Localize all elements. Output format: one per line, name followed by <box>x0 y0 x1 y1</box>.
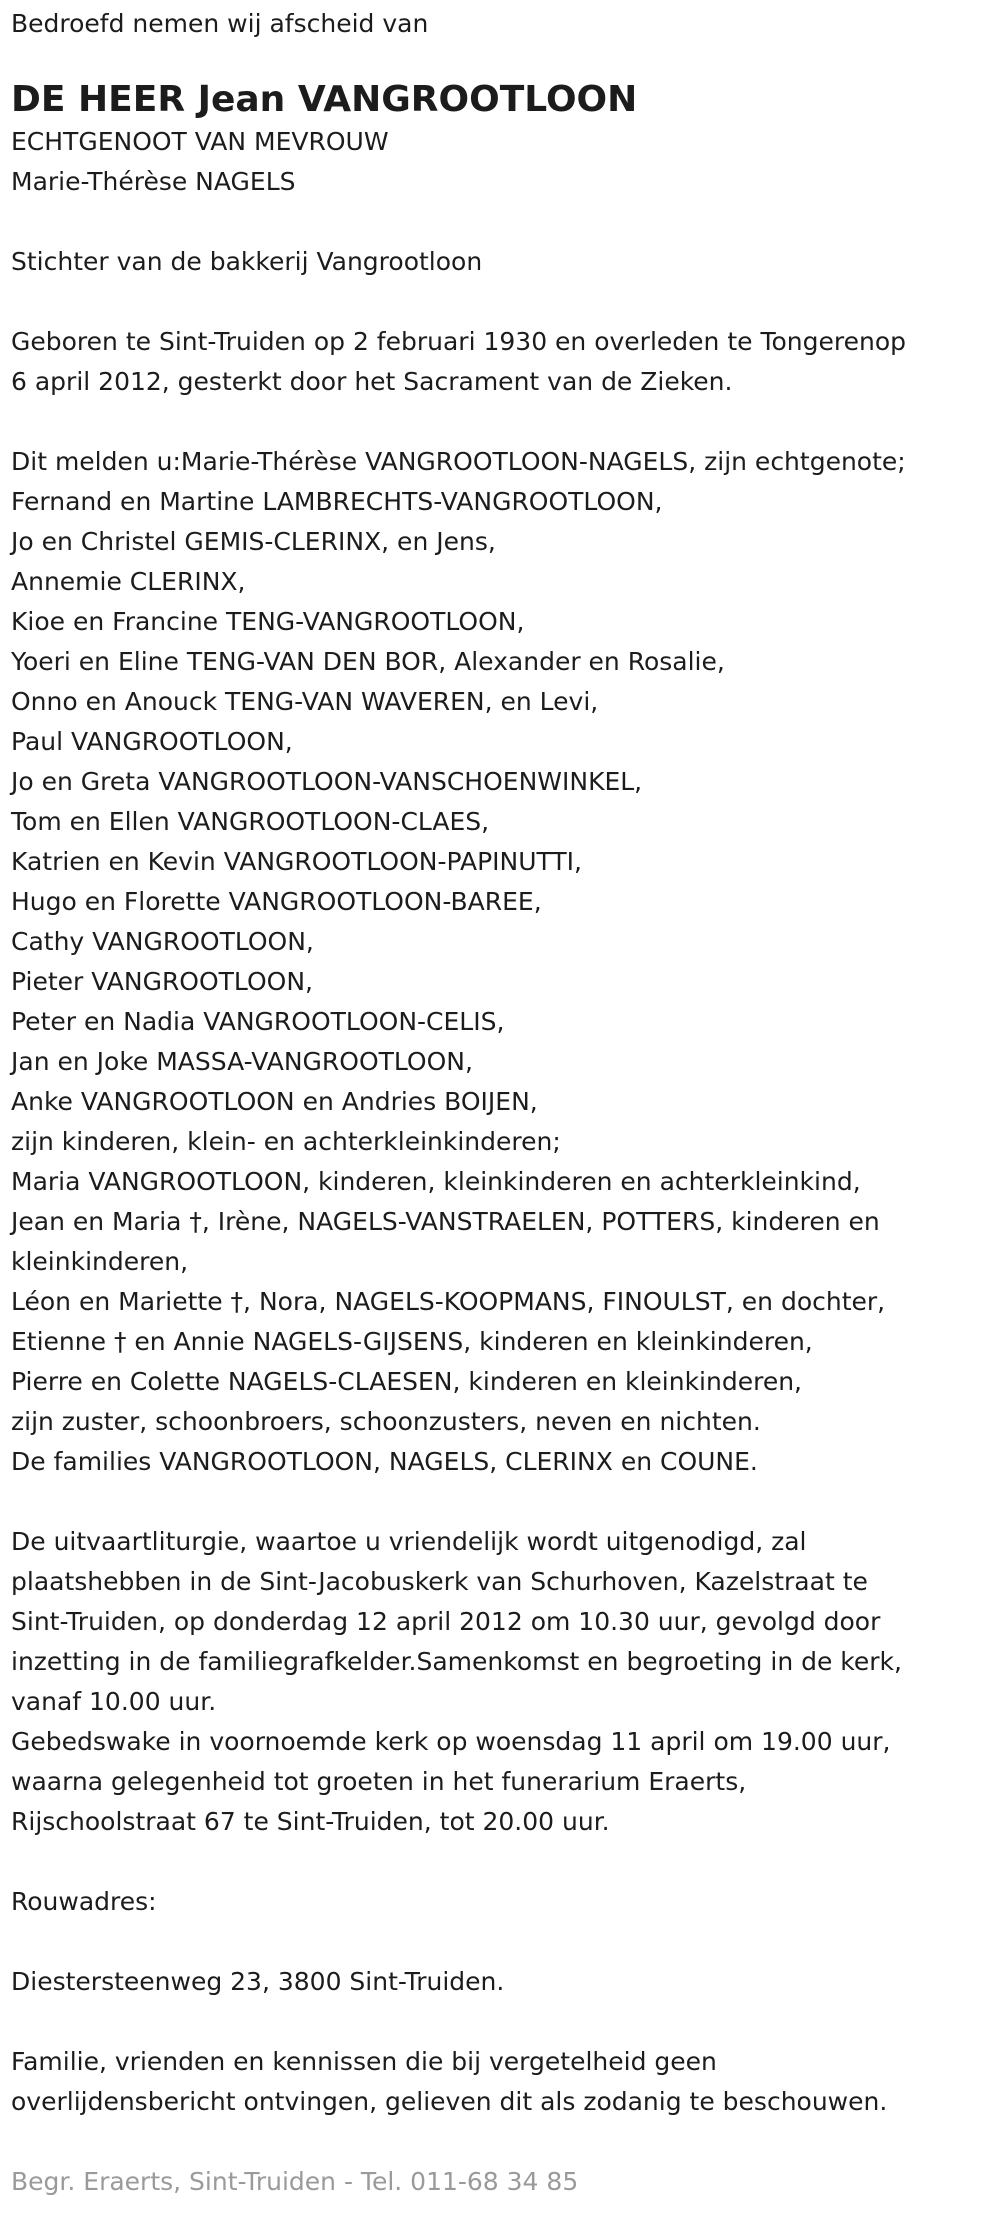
spacer <box>11 402 989 442</box>
mourning-address: Diestersteenweg 23, 3800 Sint-Truiden. <box>11 1967 505 1996</box>
funeral-line: vanaf 10.00 uur. <box>11 1687 217 1716</box>
deceased-name: DE HEER Jean VANGROOTLOON <box>11 79 638 120</box>
family-line: Tom en Ellen VANGROOTLOON-CLAES, <box>11 807 490 836</box>
family-line: Yoeri en Eline TENG-VAN DEN BOR, Alexander en Rosalie, <box>11 647 725 676</box>
funeral-line: waarna gelegenheid tot groeten in het funerarium Eraerts, <box>11 1767 747 1796</box>
funeral-line: plaatshebben in de Sint-Jacobuskerk van Schurhoven, Kazelstraat te <box>11 1567 868 1596</box>
family-line: Pieter VANGROOTLOON, <box>11 967 313 996</box>
family-line: Anke VANGROOTLOON en Andries BOIJEN, <box>11 1087 538 1116</box>
intro-text: Bedroefd nemen wij afscheid van <box>11 9 429 38</box>
family-line: Katrien en Kevin VANGROOTLOON-PAPINUTTI, <box>11 847 582 876</box>
family-line: Etienne † en Annie NAGELS-GIJSENS, kinderen en kleinkinderen, <box>11 1327 813 1356</box>
family-line: Maria VANGROOTLOON, kinderen, kleinkinderen en achterkleinkind, <box>11 1167 861 1196</box>
family-line: Paul VANGROOTLOON, <box>11 727 293 756</box>
birth-death-line-1: Geboren te Sint-Truiden op 2 februari 1930 en overleden te Tongerenop <box>11 327 906 356</box>
undertaker-footer: Begr. Eraerts, Sint-Truiden - Tel. 011-68 34 85 <box>11 2167 579 2196</box>
family-line: Kioe en Francine TENG-VANGROOTLOON, <box>11 607 525 636</box>
spacer <box>11 2002 989 2042</box>
family-line: Pierre en Colette NAGELS-CLAESEN, kinderen en kleinkinderen, <box>11 1367 803 1396</box>
spacer <box>11 282 989 322</box>
spacer <box>11 202 989 242</box>
spouse-line-1: ECHTGENOOT VAN MEVROUW <box>11 127 389 156</box>
closing-line-1: Familie, vrienden en kennissen die bij vergetelheid geen <box>11 2047 717 2076</box>
family-line: De families VANGROOTLOON, NAGELS, CLERINX en COUNE. <box>11 1447 758 1476</box>
family-line: Peter en Nadia VANGROOTLOON-CELIS, <box>11 1007 505 1036</box>
spacer <box>11 2122 989 2162</box>
funeral-line: De uitvaartliturgie, waartoe u vriendelijk wordt uitgenodigd, zal <box>11 1527 807 1556</box>
family-line: Onno en Anouck TENG-VAN WAVEREN, en Levi, <box>11 687 599 716</box>
family-line: Cathy VANGROOTLOON, <box>11 927 314 956</box>
family-line: Fernand en Martine LAMBRECHTS-VANGROOTLOON, <box>11 487 663 516</box>
funeral-line: Sint-Truiden, op donderdag 12 april 2012 om 10.30 uur, gevolgd door <box>11 1607 881 1636</box>
closing-line-2: overlijdensbericht ontvingen, gelieven dit als zodanig te beschouwen. <box>11 2087 888 2116</box>
spacer <box>11 1842 989 1882</box>
family-line: zijn kinderen, klein- en achterkleinkinderen; <box>11 1127 561 1156</box>
spacer <box>11 1922 989 1962</box>
funeral-line: Rijschoolstraat 67 te Sint-Truiden, tot 20.00 uur. <box>11 1807 610 1836</box>
family-line: zijn zuster, schoonbroers, schoonzusters, neven en nichten. <box>11 1407 761 1436</box>
birth-death-line-2: 6 april 2012, gesterkt door het Sacrament van de Zieken. <box>11 367 733 396</box>
family-line: Jo en Greta VANGROOTLOON-VANSCHOENWINKEL, <box>11 767 643 796</box>
address-label: Rouwadres: <box>11 1887 157 1916</box>
funeral-line: inzetting in de familiegrafkelder.Samenkomst en begroeting in de kerk, <box>11 1647 902 1676</box>
funeral-line: Gebedswake in voornoemde kerk op woensdag 11 april om 19.00 uur, <box>11 1727 891 1756</box>
family-line: Dit melden u:Marie-Thérèse VANGROOTLOON-NAGELS, zijn echtgenote; <box>11 447 906 476</box>
family-line: Jo en Christel GEMIS-CLERINX, en Jens, <box>11 527 496 556</box>
family-line: Léon en Mariette †, Nora, NAGELS-KOOPMANS, FINOULST, en dochter, <box>11 1287 886 1316</box>
family-list <box>11 442 989 1482</box>
family-line: Annemie CLERINX, <box>11 567 246 596</box>
spacer <box>11 1482 989 1522</box>
family-line: Jan en Joke MASSA-VANGROOTLOON, <box>11 1047 473 1076</box>
family-line: kleinkinderen, <box>11 1247 189 1276</box>
founder-text: Stichter van de bakkerij Vangrootloon <box>11 247 483 276</box>
funeral-details <box>11 1522 989 1842</box>
family-line: Hugo en Florette VANGROOTLOON-BAREE, <box>11 887 542 916</box>
family-line: Jean en Maria †, Irène, NAGELS-VANSTRAELEN, POTTERS, kinderen en <box>11 1207 880 1236</box>
spouse-line-2: Marie-Thérèse NAGELS <box>11 167 296 196</box>
